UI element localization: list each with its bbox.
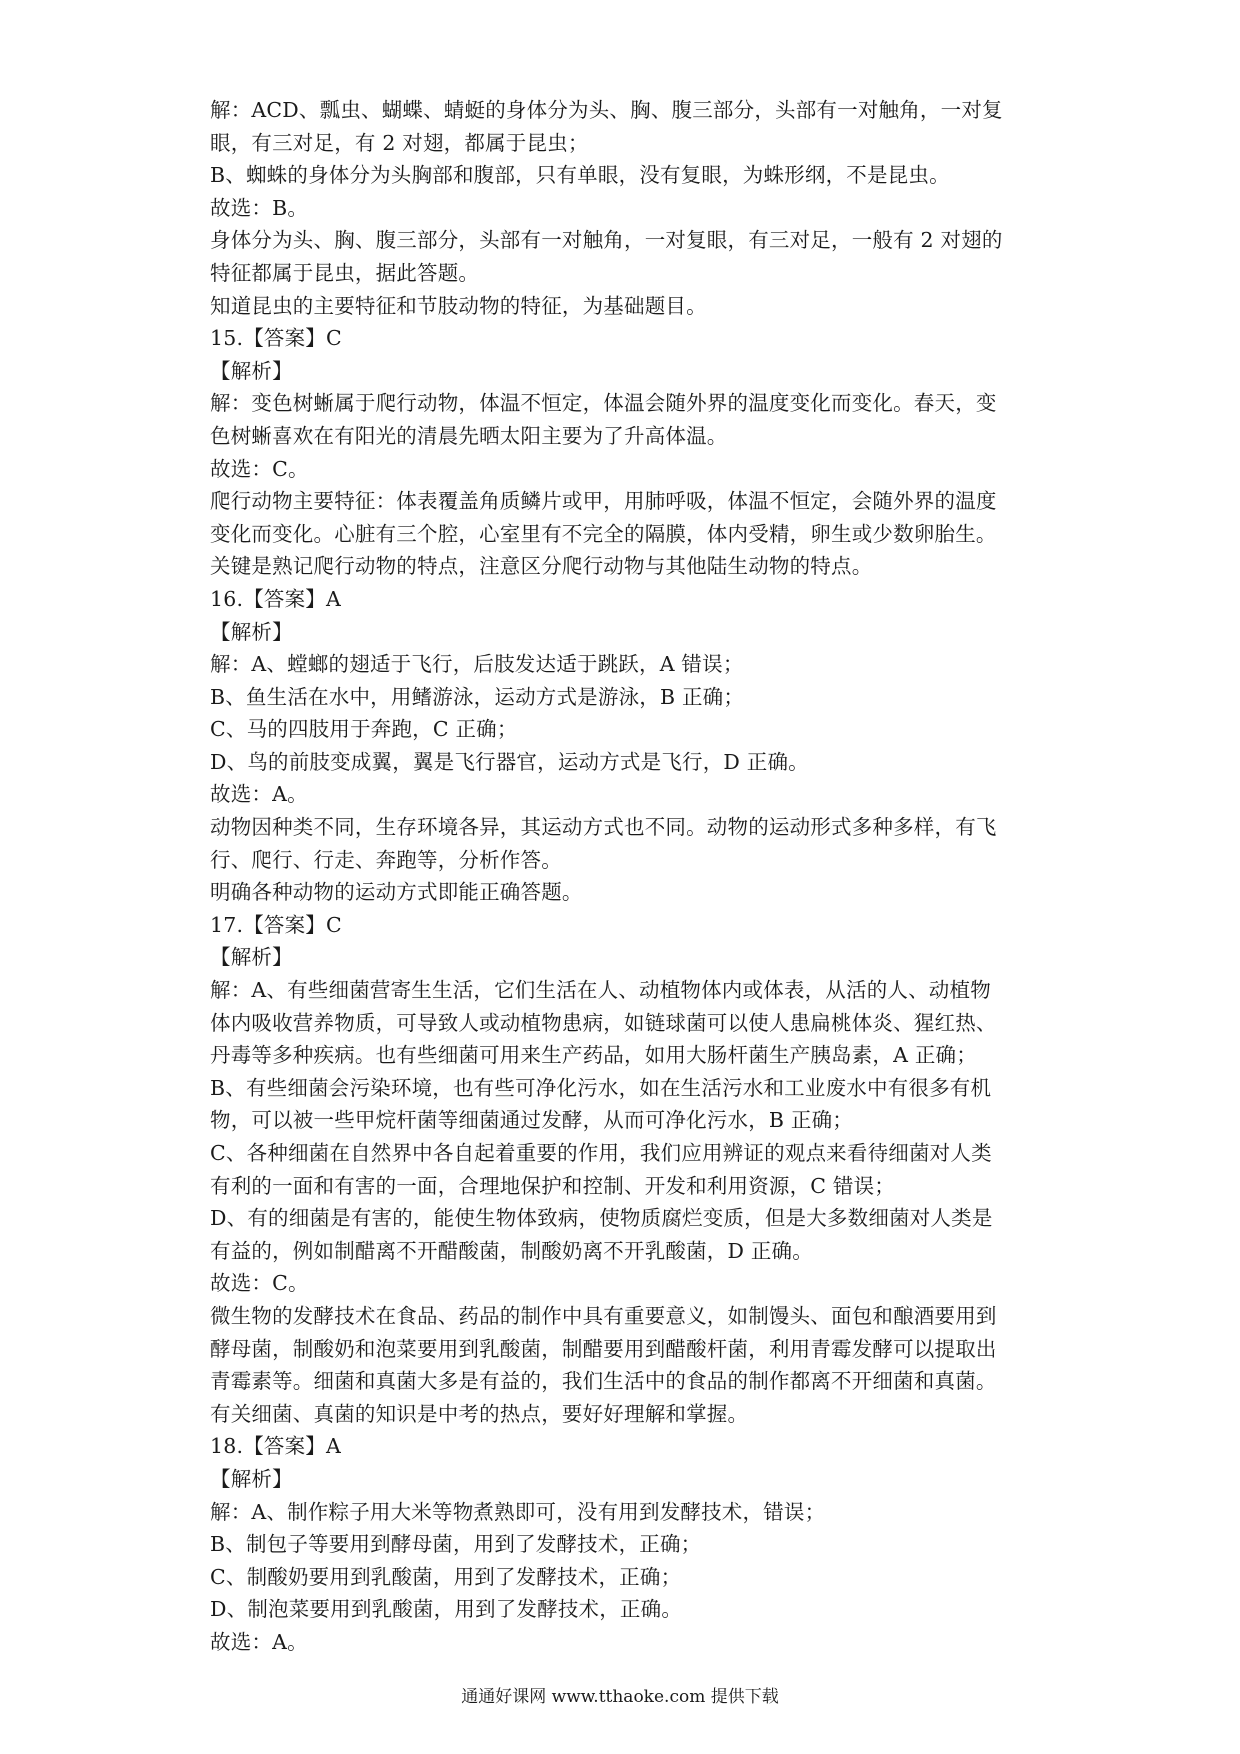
text-line: C、各种细菌在自然界中各自起着重要的作用，我们应用辨证的观点来看待细菌对人类 — [210, 1141, 992, 1165]
text-line: 解：ACD、瓢虫、蝴蝶、蜻蜓的身体分为头、胸、腹三部分，头部有一对触角，一对复 — [210, 98, 1003, 122]
text-line: 丹毒等多种疾病。也有些细菌可用来生产药品，如用大肠杆菌生产胰岛素，A 正确； — [210, 1043, 977, 1068]
text-line: B、鱼生活在水中，用鳍游泳，运动方式是游泳，B 正确； — [210, 684, 745, 709]
text-line: 解：变色树蜥属于爬行动物，体温不恒定，体温会随外界的温度变化而变化。春天，变 — [210, 391, 997, 416]
text-line: 动物因种类不同，生存环境各异，其运动方式也不同。动物的运动形式多种多样，有飞 — [210, 815, 997, 840]
text-line: 色树蜥喜欢在有阳光的清晨先晒太阳主要为了升高体温。 — [210, 423, 728, 448]
text-line: D、制泡菜要用到乳酸菌，用到了发酵技术，正确。 — [210, 1597, 683, 1622]
text-line: D、有的细菌是有害的，能使生物体致病，使物质腐烂变质，但是大多数细菌对人类是 — [210, 1206, 993, 1231]
text-line: B、有些细菌会污染环境，也有些可净化污水，如在生活污水和工业废水中有很多有机 — [210, 1075, 992, 1100]
text-line: 青霉素等。细菌和真菌大多是有益的，我们生活中的食品的制作都离不开细菌和真菌。 — [210, 1369, 997, 1394]
text-line: 故选：A。 — [210, 782, 308, 807]
page-footer: 通通好课网 www.tthaoke.com 提供下载 — [461, 1687, 779, 1707]
text-line: 解：A、有些细菌营寄生生活，它们生活在人、动植物体内或体表，从活的人、动植物 — [210, 978, 991, 1003]
text-line: B、制包子等要用到酵母菌，用到了发酵技术，正确； — [210, 1532, 702, 1557]
text-line: 有益的，例如制醋离不开醋酸菌，制酸奶离不开乳酸菌，D 正确。 — [210, 1238, 813, 1263]
text-line: 故选：A。 — [210, 1629, 308, 1654]
answer-heading-17: 17.【答案】C — [210, 912, 342, 937]
text-line: 行、爬行、行走、奔跑等，分析作答。 — [210, 847, 562, 872]
analysis-label: 【解析】 — [210, 945, 293, 970]
text-line: 故选：C。 — [210, 456, 309, 481]
text-line: 爬行动物主要特征：体表覆盖角质鳞片或甲，用肺呼吸，体温不恒定，会随外界的温度 — [210, 489, 997, 514]
text-line: 身体分为头、胸、腹三部分，头部有一对触角，一对复眼，有三对足，一般有 2 对翅的 — [210, 228, 1003, 253]
text-line: 微生物的发酵技术在食品、药品的制作中具有重要意义，如制馒头、面包和酿酒要用到 — [210, 1303, 997, 1328]
text-line: C、制酸奶要用到乳酸菌，用到了发酵技术，正确； — [210, 1564, 682, 1589]
text-line: C、马的四肢用于奔跑，C 正确； — [210, 717, 518, 742]
analysis-label: 【解析】 — [210, 1466, 293, 1491]
text-line: 故选：C。 — [210, 1271, 309, 1296]
text-line: 眼，有三对足，有 2 对翅，都属于昆虫； — [210, 130, 589, 155]
answer-heading-16: 16.【答案】A — [210, 586, 342, 611]
analysis-label: 【解析】 — [210, 619, 293, 644]
text-line: D、鸟的前肢变成翼，翼是飞行器官，运动方式是飞行，D 正确。 — [210, 749, 809, 774]
answer-heading-15: 15.【答案】C — [210, 326, 342, 351]
text-line: 关键是熟记爬行动物的特点，注意区分爬行动物与其他陆生动物的特点。 — [210, 554, 873, 579]
text-line: 特征都属于昆虫，据此答题。 — [210, 260, 480, 285]
text-line: 有利的一面和有害的一面，合理地保护和控制、开发和利用资源，C 错误； — [210, 1173, 895, 1198]
text-line: 解：A、螳螂的翅适于飞行，后肢发达适于跳跃，A 错误； — [210, 652, 744, 677]
text-line: 变化而变化。心脏有三个腔，心室里有不完全的隔膜，体内受精，卵生或少数卵胎生。 — [210, 521, 997, 546]
text-line: 明确各种动物的运动方式即能正确答题。 — [210, 880, 583, 905]
document-body — [210, 94, 1050, 1659]
text-line: 解：A、制作粽子用大米等物煮熟即可，没有用到发酵技术，错误； — [210, 1499, 826, 1524]
text-line: 酵母菌，制酸奶和泡菜要用到乳酸菌，制醋要用到醋酸杆菌，利用青霉发酵可以提取出 — [210, 1336, 997, 1361]
text-line: 有关细菌、真菌的知识是中考的热点，要好好理解和掌握。 — [210, 1401, 749, 1426]
text-line: B、蜘蛛的身体分为头胸部和腹部，只有单眼，没有复眼，为蛛形纲，不是昆虫。 — [210, 163, 950, 188]
analysis-label: 【解析】 — [210, 358, 293, 383]
answer-heading-18: 18.【答案】A — [210, 1434, 342, 1459]
text-line: 知道昆虫的主要特征和节肢动物的特征，为基础题目。 — [210, 293, 707, 318]
text-line: 体内吸收营养物质，可导致人或动植物患病，如链球菌可以使人患扁桃体炎、猩红热、 — [210, 1010, 997, 1035]
text-line: 物，可以被一些甲烷杆菌等细菌通过发酵，从而可净化污水，B 正确； — [210, 1108, 853, 1133]
text-line: 故选：B。 — [210, 195, 309, 220]
